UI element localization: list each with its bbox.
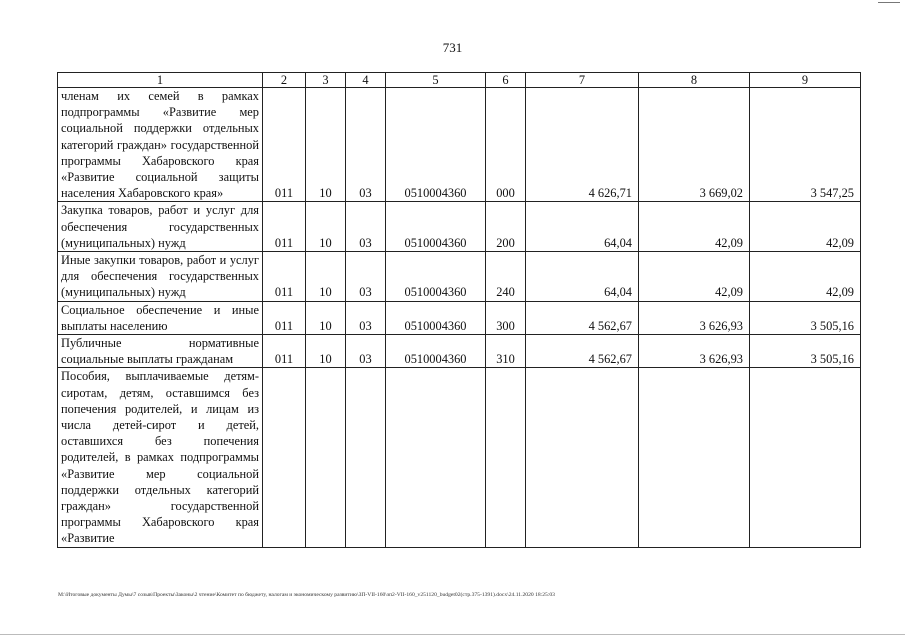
cell-subsection	[346, 368, 386, 547]
cell-ministry-code: 011	[263, 88, 306, 202]
cell-amount-2: 3 669,02	[639, 88, 750, 202]
cell-section	[306, 368, 346, 547]
row-description: Публичные нормативные социальные выплаты гражданам	[58, 335, 263, 368]
column-header: 4	[346, 73, 386, 88]
cell-target-article: 0510004360	[386, 301, 486, 334]
document-file-path: M:\Итоговые документы Думы\7 созыв\Проекты\Законы\2 чтение\Комитет по бюджету, налогам и экономическому развитию\ЗП-VII-160\зп2-VII-160_v251120_budget02(стр.375-1391).docx\24.11.2020 18:25:03	[58, 592, 555, 598]
cell-section: 10	[306, 335, 346, 368]
cell-amount-3	[750, 368, 861, 547]
cell-section: 10	[306, 88, 346, 202]
cell-expense-type	[486, 368, 526, 547]
cell-section: 10	[306, 301, 346, 334]
cell-expense-type: 240	[486, 252, 526, 302]
cell-subsection: 03	[346, 335, 386, 368]
cell-amount-1: 64,04	[526, 252, 639, 302]
cell-expense-type: 310	[486, 335, 526, 368]
row-description: Закупка товаров, работ и услуг для обеспечения государственных (муниципальных) нужд	[58, 202, 263, 252]
cell-ministry-code: 011	[263, 252, 306, 302]
row-description: Иные закупки товаров, работ и услуг для обеспечения государственных (муниципальных) нужд	[58, 252, 263, 302]
cell-expense-type: 300	[486, 301, 526, 334]
table-header-row	[58, 73, 861, 88]
cell-subsection: 03	[346, 202, 386, 252]
column-header: 8	[639, 73, 750, 88]
table-row	[58, 252, 861, 302]
row-description: Социальное обеспечение и иные выплаты населению	[58, 301, 263, 334]
cell-section: 10	[306, 252, 346, 302]
cell-amount-3: 42,09	[750, 202, 861, 252]
row-description: Пособия, выплачиваемые детям-сиротам, детям, оставшимся без попечения родителей, и лицам из числа детей-сирот и детей, оставшихся без попечения родителей, в рамках подпрограммы «Развитие мер социальной поддержки отдельных категорий граждан» государственной программы Хабаровского края «Развитие	[58, 368, 263, 547]
cell-target-article: 0510004360	[386, 335, 486, 368]
cell-target-article: 0510004360	[386, 88, 486, 202]
column-header: 6	[486, 73, 526, 88]
row-description: членам их семей в рамках подпрограммы «Развитие мер социальной поддержки отдельных категорий граждан» государственной программы Хабаровского края «Развитие социальной защиты населения Хабаровского края»	[58, 88, 263, 202]
cell-target-article: 0510004360	[386, 202, 486, 252]
budget-table	[57, 72, 861, 548]
cell-amount-2	[639, 368, 750, 547]
cell-subsection: 03	[346, 252, 386, 302]
cell-ministry-code	[263, 368, 306, 547]
table-row	[58, 301, 861, 334]
column-header: 2	[263, 73, 306, 88]
table-row	[58, 202, 861, 252]
cell-amount-1: 4 626,71	[526, 88, 639, 202]
table-row	[58, 368, 861, 547]
column-header: 7	[526, 73, 639, 88]
cell-ministry-code: 011	[263, 335, 306, 368]
cell-amount-1: 64,04	[526, 202, 639, 252]
page-number: 731	[442, 40, 463, 55]
column-header: 9	[750, 73, 861, 88]
corner-mark	[878, 2, 900, 3]
cell-amount-3: 3 505,16	[750, 335, 861, 368]
cell-ministry-code: 011	[263, 202, 306, 252]
cell-expense-type: 000	[486, 88, 526, 202]
column-header: 3	[306, 73, 346, 88]
cell-amount-3: 3 505,16	[750, 301, 861, 334]
page-edge-line	[0, 634, 905, 635]
cell-target-article	[386, 368, 486, 547]
column-header: 1	[58, 73, 263, 88]
cell-amount-1: 4 562,67	[526, 335, 639, 368]
table-row	[58, 88, 861, 202]
cell-amount-2: 42,09	[639, 202, 750, 252]
cell-target-article: 0510004360	[386, 252, 486, 302]
cell-expense-type: 200	[486, 202, 526, 252]
cell-amount-2: 3 626,93	[639, 335, 750, 368]
cell-section: 10	[306, 202, 346, 252]
column-header: 5	[386, 73, 486, 88]
cell-amount-3: 3 547,25	[750, 88, 861, 202]
cell-subsection: 03	[346, 301, 386, 334]
cell-amount-2: 42,09	[639, 252, 750, 302]
cell-amount-2: 3 626,93	[639, 301, 750, 334]
cell-ministry-code: 011	[263, 301, 306, 334]
cell-amount-1: 4 562,67	[526, 301, 639, 334]
table-row	[58, 335, 861, 368]
cell-amount-1	[526, 368, 639, 547]
cell-amount-3: 42,09	[750, 252, 861, 302]
cell-subsection: 03	[346, 88, 386, 202]
